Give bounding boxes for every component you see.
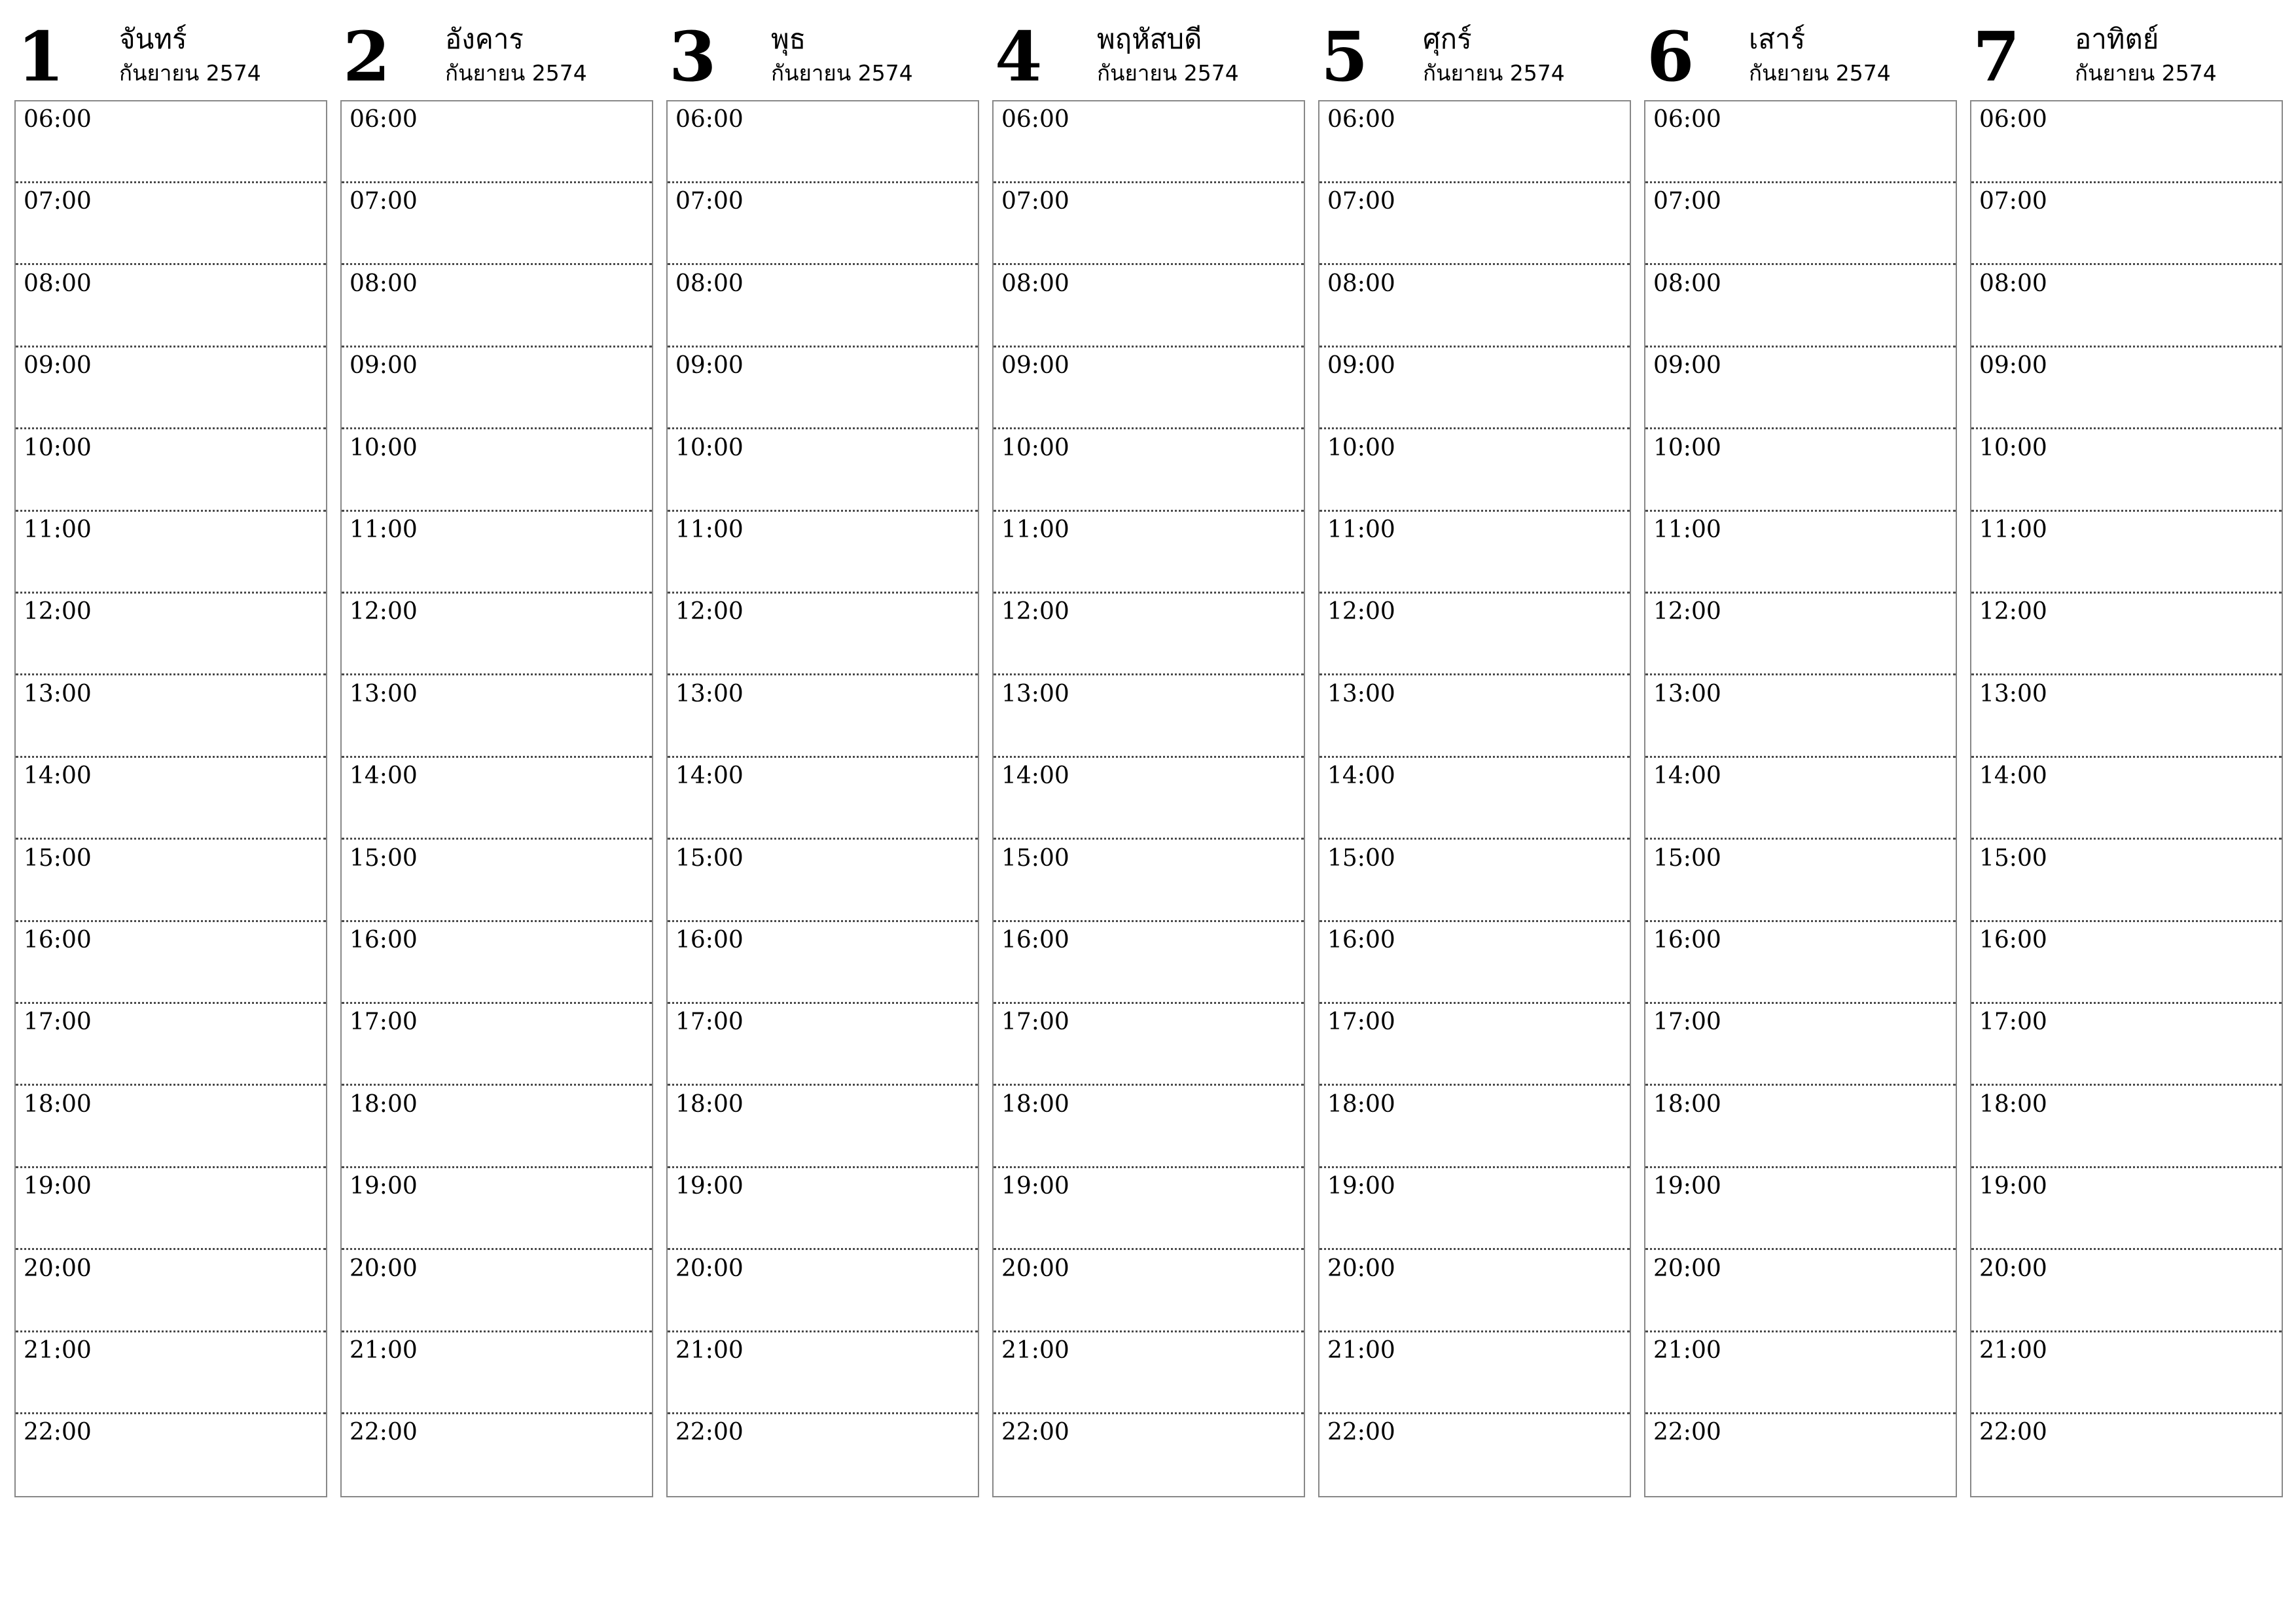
time-slot[interactable] xyxy=(668,1004,978,1086)
time-label: 11:00 xyxy=(24,516,92,543)
time-label: 19:00 xyxy=(675,1173,744,1200)
day-name: พฤหัสบดี xyxy=(1097,23,1202,55)
time-label: 19:00 xyxy=(350,1173,418,1200)
day-column xyxy=(666,0,979,1499)
time-slot[interactable] xyxy=(16,512,326,594)
time-label: 07:00 xyxy=(1979,188,2047,215)
time-label: 16:00 xyxy=(1653,927,1721,954)
time-slot[interactable] xyxy=(994,840,1304,922)
time-label: 09:00 xyxy=(24,352,92,380)
time-slot[interactable] xyxy=(668,183,978,265)
time-label: 19:00 xyxy=(24,1173,92,1200)
time-label: 22:00 xyxy=(1001,1419,1069,1446)
time-slot[interactable] xyxy=(994,266,1304,348)
time-label: 18:00 xyxy=(1979,1090,2047,1118)
day-number: 4 xyxy=(995,16,1043,97)
time-label: 21:00 xyxy=(675,1337,744,1364)
time-slot[interactable] xyxy=(16,348,326,429)
time-slot[interactable] xyxy=(1971,1251,2282,1332)
time-slot[interactable] xyxy=(16,1414,326,1496)
time-slot[interactable] xyxy=(1971,758,2282,840)
time-label: 06:00 xyxy=(675,106,744,133)
time-slot[interactable] xyxy=(1319,512,1630,594)
time-slot[interactable] xyxy=(994,1251,1304,1332)
time-label: 21:00 xyxy=(24,1337,92,1364)
day-name: จันทร์ xyxy=(119,23,187,55)
time-slot[interactable] xyxy=(1971,1168,2282,1250)
time-slot[interactable] xyxy=(668,1414,978,1496)
time-label: 07:00 xyxy=(24,188,92,215)
time-label: 20:00 xyxy=(675,1255,744,1282)
time-label: 09:00 xyxy=(1653,352,1721,380)
time-slot[interactable] xyxy=(16,1086,326,1168)
time-slot[interactable] xyxy=(342,348,652,429)
time-label: 19:00 xyxy=(1653,1173,1721,1200)
day-header xyxy=(992,0,1305,99)
time-label: 06:00 xyxy=(1979,106,2047,133)
time-slot[interactable] xyxy=(994,1004,1304,1086)
time-slot[interactable] xyxy=(668,758,978,840)
time-label: 10:00 xyxy=(24,434,92,461)
time-label: 11:00 xyxy=(1653,516,1721,543)
time-slot[interactable] xyxy=(342,1168,652,1250)
time-slot[interactable] xyxy=(1971,348,2282,429)
time-slot[interactable] xyxy=(342,922,652,1004)
time-slot[interactable] xyxy=(342,840,652,922)
time-label: 18:00 xyxy=(675,1090,744,1118)
time-slot[interactable] xyxy=(1971,840,2282,922)
time-slot[interactable] xyxy=(342,101,652,183)
time-label: 07:00 xyxy=(1653,188,1721,215)
time-label: 15:00 xyxy=(24,844,92,872)
time-slot[interactable] xyxy=(994,1332,1304,1414)
time-slot[interactable] xyxy=(16,266,326,348)
time-label: 14:00 xyxy=(24,762,92,790)
day-name: ศุกร์ xyxy=(1423,23,1472,55)
day-number: 5 xyxy=(1321,16,1369,97)
time-slot[interactable] xyxy=(1971,183,2282,265)
time-slot[interactable] xyxy=(668,348,978,429)
time-slot[interactable] xyxy=(342,1086,652,1168)
time-slot[interactable] xyxy=(342,1414,652,1496)
time-slot[interactable] xyxy=(342,183,652,265)
time-slot[interactable] xyxy=(1319,594,1630,675)
time-slot[interactable] xyxy=(16,1251,326,1332)
time-label: 08:00 xyxy=(675,270,744,297)
time-label: 15:00 xyxy=(675,844,744,872)
time-label: 15:00 xyxy=(1653,844,1721,872)
time-label: 20:00 xyxy=(1979,1255,2047,1282)
time-slot[interactable] xyxy=(1645,348,1956,429)
time-slot[interactable] xyxy=(16,1168,326,1250)
time-slot[interactable] xyxy=(668,676,978,758)
time-slot[interactable] xyxy=(1319,758,1630,840)
time-label: 22:00 xyxy=(675,1419,744,1446)
time-slot[interactable] xyxy=(1971,1414,2282,1496)
day-month-year: กันยายน 2574 xyxy=(771,60,913,86)
time-slot[interactable] xyxy=(1319,1414,1630,1496)
time-slot[interactable] xyxy=(1319,1004,1630,1086)
time-slot[interactable] xyxy=(1645,840,1956,922)
day-header xyxy=(340,0,653,99)
time-label: 14:00 xyxy=(1979,762,2047,790)
day-name: พุธ xyxy=(771,23,806,55)
time-slot[interactable] xyxy=(668,840,978,922)
time-label: 13:00 xyxy=(350,680,418,707)
day-schedule-box[interactable] xyxy=(1644,100,1957,1497)
time-label: 10:00 xyxy=(675,434,744,461)
day-column xyxy=(340,0,653,1499)
time-label: 16:00 xyxy=(1979,927,2047,954)
time-label: 12:00 xyxy=(1653,598,1721,626)
time-slot[interactable] xyxy=(994,676,1304,758)
time-label: 12:00 xyxy=(350,598,418,626)
time-label: 06:00 xyxy=(350,106,418,133)
time-label: 15:00 xyxy=(1001,844,1069,872)
time-label: 18:00 xyxy=(1001,1090,1069,1118)
time-label: 10:00 xyxy=(350,434,418,461)
time-slot[interactable] xyxy=(1971,1332,2282,1414)
time-label: 07:00 xyxy=(1001,188,1069,215)
day-month-year: กันยายน 2574 xyxy=(2075,60,2217,86)
time-slot[interactable] xyxy=(994,101,1304,183)
time-label: 22:00 xyxy=(350,1419,418,1446)
time-label: 08:00 xyxy=(350,270,418,297)
time-slot[interactable] xyxy=(16,430,326,512)
day-schedule-box[interactable] xyxy=(340,100,653,1497)
time-label: 14:00 xyxy=(1653,762,1721,790)
time-label: 18:00 xyxy=(350,1090,418,1118)
time-label: 13:00 xyxy=(1327,680,1395,707)
time-label: 11:00 xyxy=(675,516,744,543)
time-slot[interactable] xyxy=(16,183,326,265)
time-slot[interactable] xyxy=(1319,101,1630,183)
time-slot[interactable] xyxy=(1971,676,2282,758)
time-label: 16:00 xyxy=(1327,927,1395,954)
time-slot[interactable] xyxy=(1319,840,1630,922)
time-label: 07:00 xyxy=(675,188,744,215)
time-slot[interactable] xyxy=(16,594,326,675)
time-label: 22:00 xyxy=(24,1419,92,1446)
time-slot[interactable] xyxy=(668,922,978,1004)
time-slot[interactable] xyxy=(1319,676,1630,758)
time-slot[interactable] xyxy=(1971,430,2282,512)
time-slot[interactable] xyxy=(1645,1086,1956,1168)
time-slot[interactable] xyxy=(1319,1086,1630,1168)
time-slot[interactable] xyxy=(342,758,652,840)
time-label: 09:00 xyxy=(1979,352,2047,380)
time-label: 17:00 xyxy=(1001,1008,1069,1036)
time-slot[interactable] xyxy=(342,676,652,758)
time-slot[interactable] xyxy=(668,1251,978,1332)
time-slot[interactable] xyxy=(668,101,978,183)
day-number: 7 xyxy=(1973,16,2020,97)
time-label: 18:00 xyxy=(1653,1090,1721,1118)
time-slot[interactable] xyxy=(1645,758,1956,840)
time-label: 09:00 xyxy=(1327,352,1395,380)
day-column xyxy=(1970,0,2283,1499)
time-label: 10:00 xyxy=(1327,434,1395,461)
time-label: 14:00 xyxy=(1327,762,1395,790)
time-label: 14:00 xyxy=(1001,762,1069,790)
time-slot[interactable] xyxy=(1645,101,1956,183)
time-label: 13:00 xyxy=(675,680,744,707)
time-label: 16:00 xyxy=(675,927,744,954)
time-slot[interactable] xyxy=(668,266,978,348)
time-label: 21:00 xyxy=(1327,1337,1395,1364)
time-label: 15:00 xyxy=(1327,844,1395,872)
time-slot[interactable] xyxy=(1319,183,1630,265)
time-slot[interactable] xyxy=(16,840,326,922)
time-label: 12:00 xyxy=(675,598,744,626)
time-slot[interactable] xyxy=(1645,676,1956,758)
time-label: 08:00 xyxy=(1653,270,1721,297)
time-slot[interactable] xyxy=(1319,430,1630,512)
time-label: 21:00 xyxy=(1001,1337,1069,1364)
day-header xyxy=(1318,0,1631,99)
time-label: 17:00 xyxy=(1327,1008,1395,1036)
time-label: 13:00 xyxy=(1653,680,1721,707)
time-slot[interactable] xyxy=(1319,266,1630,348)
time-slot[interactable] xyxy=(342,594,652,675)
time-label: 06:00 xyxy=(1327,106,1395,133)
time-slot[interactable] xyxy=(994,1086,1304,1168)
time-slot[interactable] xyxy=(1645,266,1956,348)
time-slot[interactable] xyxy=(1319,1168,1630,1250)
time-slot[interactable] xyxy=(342,1251,652,1332)
time-slot[interactable] xyxy=(1319,1251,1630,1332)
day-name: เสาร์ xyxy=(1749,23,1806,55)
day-header xyxy=(1970,0,2283,99)
day-header xyxy=(1644,0,1957,99)
time-label: 09:00 xyxy=(675,352,744,380)
time-label: 14:00 xyxy=(675,762,744,790)
time-label: 17:00 xyxy=(1653,1008,1721,1036)
time-label: 09:00 xyxy=(1001,352,1069,380)
time-label: 06:00 xyxy=(1653,106,1721,133)
time-label: 21:00 xyxy=(1979,1337,2047,1364)
time-label: 10:00 xyxy=(1653,434,1721,461)
time-slot[interactable] xyxy=(16,101,326,183)
day-schedule-box[interactable] xyxy=(666,100,979,1497)
time-label: 19:00 xyxy=(1001,1173,1069,1200)
time-slot[interactable] xyxy=(994,348,1304,429)
time-label: 11:00 xyxy=(350,516,418,543)
time-label: 17:00 xyxy=(1979,1008,2047,1036)
day-column xyxy=(1318,0,1631,1499)
time-label: 20:00 xyxy=(1001,1255,1069,1282)
time-label: 16:00 xyxy=(24,927,92,954)
time-label: 07:00 xyxy=(350,188,418,215)
day-month-year: กันยายน 2574 xyxy=(1097,60,1239,86)
time-label: 11:00 xyxy=(1327,516,1395,543)
day-column xyxy=(1644,0,1957,1499)
day-number: 2 xyxy=(343,16,391,97)
day-header xyxy=(14,0,327,99)
time-label: 18:00 xyxy=(24,1090,92,1118)
day-name: อาทิตย์ xyxy=(2075,23,2159,55)
time-slot[interactable] xyxy=(668,1168,978,1250)
time-slot[interactable] xyxy=(1645,1414,1956,1496)
time-label: 11:00 xyxy=(1979,516,2047,543)
time-slot[interactable] xyxy=(994,430,1304,512)
time-label: 13:00 xyxy=(24,680,92,707)
time-label: 11:00 xyxy=(1001,516,1069,543)
time-label: 10:00 xyxy=(1001,434,1069,461)
time-label: 16:00 xyxy=(1001,927,1069,954)
time-slot[interactable] xyxy=(994,512,1304,594)
time-label: 19:00 xyxy=(1979,1173,2047,1200)
time-slot[interactable] xyxy=(1971,922,2282,1004)
day-name: อังคาร xyxy=(445,23,524,55)
day-schedule-box[interactable] xyxy=(1970,100,2283,1497)
day-month-year: กันยายน 2574 xyxy=(119,60,261,86)
time-label: 17:00 xyxy=(350,1008,418,1036)
time-label: 07:00 xyxy=(1327,188,1395,215)
time-slot[interactable] xyxy=(342,1332,652,1414)
time-label: 18:00 xyxy=(1327,1090,1395,1118)
time-slot[interactable] xyxy=(1645,594,1956,675)
time-label: 15:00 xyxy=(350,844,418,872)
time-label: 13:00 xyxy=(1979,680,2047,707)
time-label: 08:00 xyxy=(1001,270,1069,297)
time-label: 08:00 xyxy=(24,270,92,297)
time-label: 17:00 xyxy=(675,1008,744,1036)
time-label: 08:00 xyxy=(1979,270,2047,297)
time-slot[interactable] xyxy=(342,1004,652,1086)
time-slot[interactable] xyxy=(1319,922,1630,1004)
time-slot[interactable] xyxy=(342,430,652,512)
time-slot[interactable] xyxy=(994,1414,1304,1496)
time-slot[interactable] xyxy=(668,1086,978,1168)
time-slot[interactable] xyxy=(342,512,652,594)
time-label: 12:00 xyxy=(1327,598,1395,626)
time-label: 12:00 xyxy=(24,598,92,626)
time-slot[interactable] xyxy=(994,594,1304,675)
time-label: 19:00 xyxy=(1327,1173,1395,1200)
time-slot[interactable] xyxy=(1645,922,1956,1004)
time-label: 12:00 xyxy=(1001,598,1069,626)
day-schedule-box[interactable] xyxy=(992,100,1305,1497)
time-slot[interactable] xyxy=(668,1332,978,1414)
time-slot[interactable] xyxy=(342,266,652,348)
time-label: 09:00 xyxy=(350,352,418,380)
time-slot[interactable] xyxy=(994,1168,1304,1250)
day-header xyxy=(666,0,979,99)
time-label: 15:00 xyxy=(1979,844,2047,872)
day-schedule-box[interactable] xyxy=(14,100,327,1497)
time-label: 20:00 xyxy=(1653,1255,1721,1282)
time-slot[interactable] xyxy=(1645,1168,1956,1250)
time-slot[interactable] xyxy=(1645,1004,1956,1086)
time-label: 21:00 xyxy=(350,1337,418,1364)
time-slot[interactable] xyxy=(16,1004,326,1086)
time-label: 10:00 xyxy=(1979,434,2047,461)
time-label: 16:00 xyxy=(350,927,418,954)
time-slot[interactable] xyxy=(1645,183,1956,265)
time-slot[interactable] xyxy=(1645,1332,1956,1414)
time-label: 13:00 xyxy=(1001,680,1069,707)
time-slot[interactable] xyxy=(16,676,326,758)
time-label: 20:00 xyxy=(1327,1255,1395,1282)
time-label: 06:00 xyxy=(1001,106,1069,133)
time-slot[interactable] xyxy=(1645,1251,1956,1332)
day-column xyxy=(992,0,1305,1499)
time-slot[interactable] xyxy=(1971,1086,2282,1168)
time-label: 14:00 xyxy=(350,762,418,790)
time-slot[interactable] xyxy=(1971,1004,2282,1086)
time-slot[interactable] xyxy=(994,922,1304,1004)
time-label: 08:00 xyxy=(1327,270,1395,297)
time-slot[interactable] xyxy=(1645,512,1956,594)
time-slot[interactable] xyxy=(1319,348,1630,429)
time-slot[interactable] xyxy=(1319,1332,1630,1414)
time-slot[interactable] xyxy=(668,512,978,594)
day-column xyxy=(14,0,327,1499)
time-slot[interactable] xyxy=(1971,266,2282,348)
day-month-year: กันยายน 2574 xyxy=(1749,60,1891,86)
day-number: 3 xyxy=(669,16,717,97)
time-slot[interactable] xyxy=(1645,430,1956,512)
day-month-year: กันยายน 2574 xyxy=(445,60,587,86)
time-slot[interactable] xyxy=(668,594,978,675)
time-label: 22:00 xyxy=(1979,1419,2047,1446)
time-slot[interactable] xyxy=(1971,101,2282,183)
time-slot[interactable] xyxy=(994,183,1304,265)
time-slot[interactable] xyxy=(1971,512,2282,594)
time-label: 12:00 xyxy=(1979,598,2047,626)
day-month-year: กันยายน 2574 xyxy=(1423,60,1565,86)
time-label: 20:00 xyxy=(24,1255,92,1282)
weekly-planner xyxy=(14,0,2282,1499)
time-label: 22:00 xyxy=(1327,1419,1395,1446)
time-slot[interactable] xyxy=(16,922,326,1004)
day-number: 1 xyxy=(17,16,65,97)
time-label: 20:00 xyxy=(350,1255,418,1282)
time-slot[interactable] xyxy=(16,758,326,840)
time-slot[interactable] xyxy=(16,1332,326,1414)
day-schedule-box[interactable] xyxy=(1318,100,1631,1497)
time-label: 06:00 xyxy=(24,106,92,133)
time-label: 17:00 xyxy=(24,1008,92,1036)
time-slot[interactable] xyxy=(1971,594,2282,675)
time-label: 22:00 xyxy=(1653,1419,1721,1446)
time-slot[interactable] xyxy=(994,758,1304,840)
time-label: 21:00 xyxy=(1653,1337,1721,1364)
time-slot[interactable] xyxy=(668,430,978,512)
day-number: 6 xyxy=(1647,16,1695,97)
